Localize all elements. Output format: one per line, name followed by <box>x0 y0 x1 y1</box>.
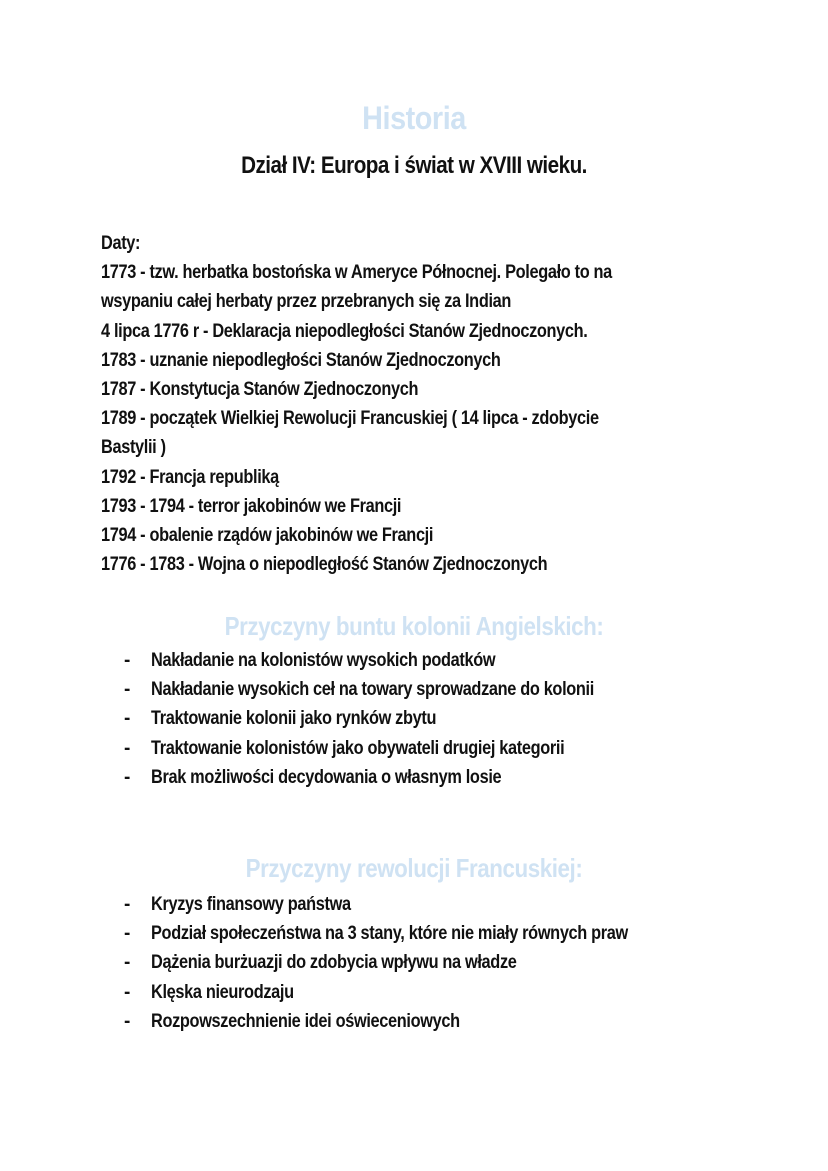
list-item <box>124 890 706 919</box>
bullet-dash: - <box>124 952 130 974</box>
list-item-text: Klęska nieurodzaju <box>151 981 294 1003</box>
list-item <box>124 919 706 948</box>
date-entry: 1789 - początek Wielkiej Rewolucji Francuskiej ( 14 lipca - zdobycie <box>101 408 599 430</box>
date-entry: 4 lipca 1776 r - Deklaracja niepodległości Stanów Zjednoczonych. <box>101 320 588 342</box>
list-item <box>124 978 706 1007</box>
bullet-dash: - <box>124 737 130 759</box>
dates-section <box>101 229 741 579</box>
list-item <box>124 948 706 977</box>
revolution-heading: Przyczyny rewolucji Francuskiej: <box>245 853 583 883</box>
chapter-subtitle: Dział IV: Europa i świat w XVIII wieku. <box>241 152 587 179</box>
date-entry: 1776 - 1783 - Wojna o niepodległość Stanów Zjednoczonych <box>101 554 548 576</box>
list-item-text: Rozpowszechnienie idei oświeceniowych <box>151 1010 460 1032</box>
date-entry: 1792 - Francja republiką <box>101 466 279 488</box>
list-item <box>124 704 666 733</box>
list-item-text: Traktowanie kolonistów jako obywateli drugiej kategorii <box>151 737 565 759</box>
bullet-dash: - <box>124 1010 130 1032</box>
list-item <box>124 763 666 792</box>
date-entry: wsypaniu całej herbaty przez przebranych się za Indian <box>101 291 512 313</box>
bullet-dash: - <box>124 650 130 671</box>
list-item <box>124 734 666 763</box>
date-entry: 1794 - obalenie rządów jakobinów we Francji <box>101 525 434 547</box>
list-item <box>124 646 666 675</box>
bullet-dash: - <box>124 981 130 1003</box>
date-entry: 1793 - 1794 - terror jakobinów we Francji <box>101 495 402 517</box>
list-item-text: Dążenia burżuazji do zdobycia wpływu na władze <box>151 952 517 974</box>
bullet-dash: - <box>124 766 130 788</box>
revolution-list <box>124 890 706 1036</box>
bullet-dash: - <box>124 708 130 730</box>
date-entry: Bastylii ) <box>101 437 166 459</box>
bullet-dash: - <box>124 894 130 915</box>
list-item <box>124 1007 706 1036</box>
date-entry: 1783 - uznanie niepodległości Stanów Zjednoczonych <box>101 349 501 371</box>
list-item-text: Traktowanie kolonii jako rynków zbytu <box>151 708 437 730</box>
list-item <box>124 675 666 704</box>
bullet-dash: - <box>124 923 130 945</box>
list-item-text: Brak możliwości decydowania o własnym losie <box>151 766 502 788</box>
date-entry: 1787 - Konstytucja Stanów Zjednoczonych <box>101 379 419 401</box>
bullet-dash: - <box>124 679 130 701</box>
list-item-text: Podział społeczeństwa na 3 stany, które nie miały równych praw <box>151 923 628 945</box>
list-item-text: Nakładanie wysokich ceł na towary sprowadzane do kolonii <box>151 679 594 701</box>
date-entry: 1773 - tzw. herbatka bostońska w Ameryce Północnej. Polegało to na <box>101 262 612 284</box>
dates-label: Daty: <box>101 233 141 254</box>
list-item-text: Nakładanie na kolonistów wysokich podatków <box>151 650 496 671</box>
colonies-heading: Przyczyny buntu kolonii Angielskich: <box>224 611 604 641</box>
list-item-text: Kryzys finansowy państwa <box>151 894 351 915</box>
page-title: Historia <box>362 100 466 136</box>
colonies-list <box>124 646 666 792</box>
